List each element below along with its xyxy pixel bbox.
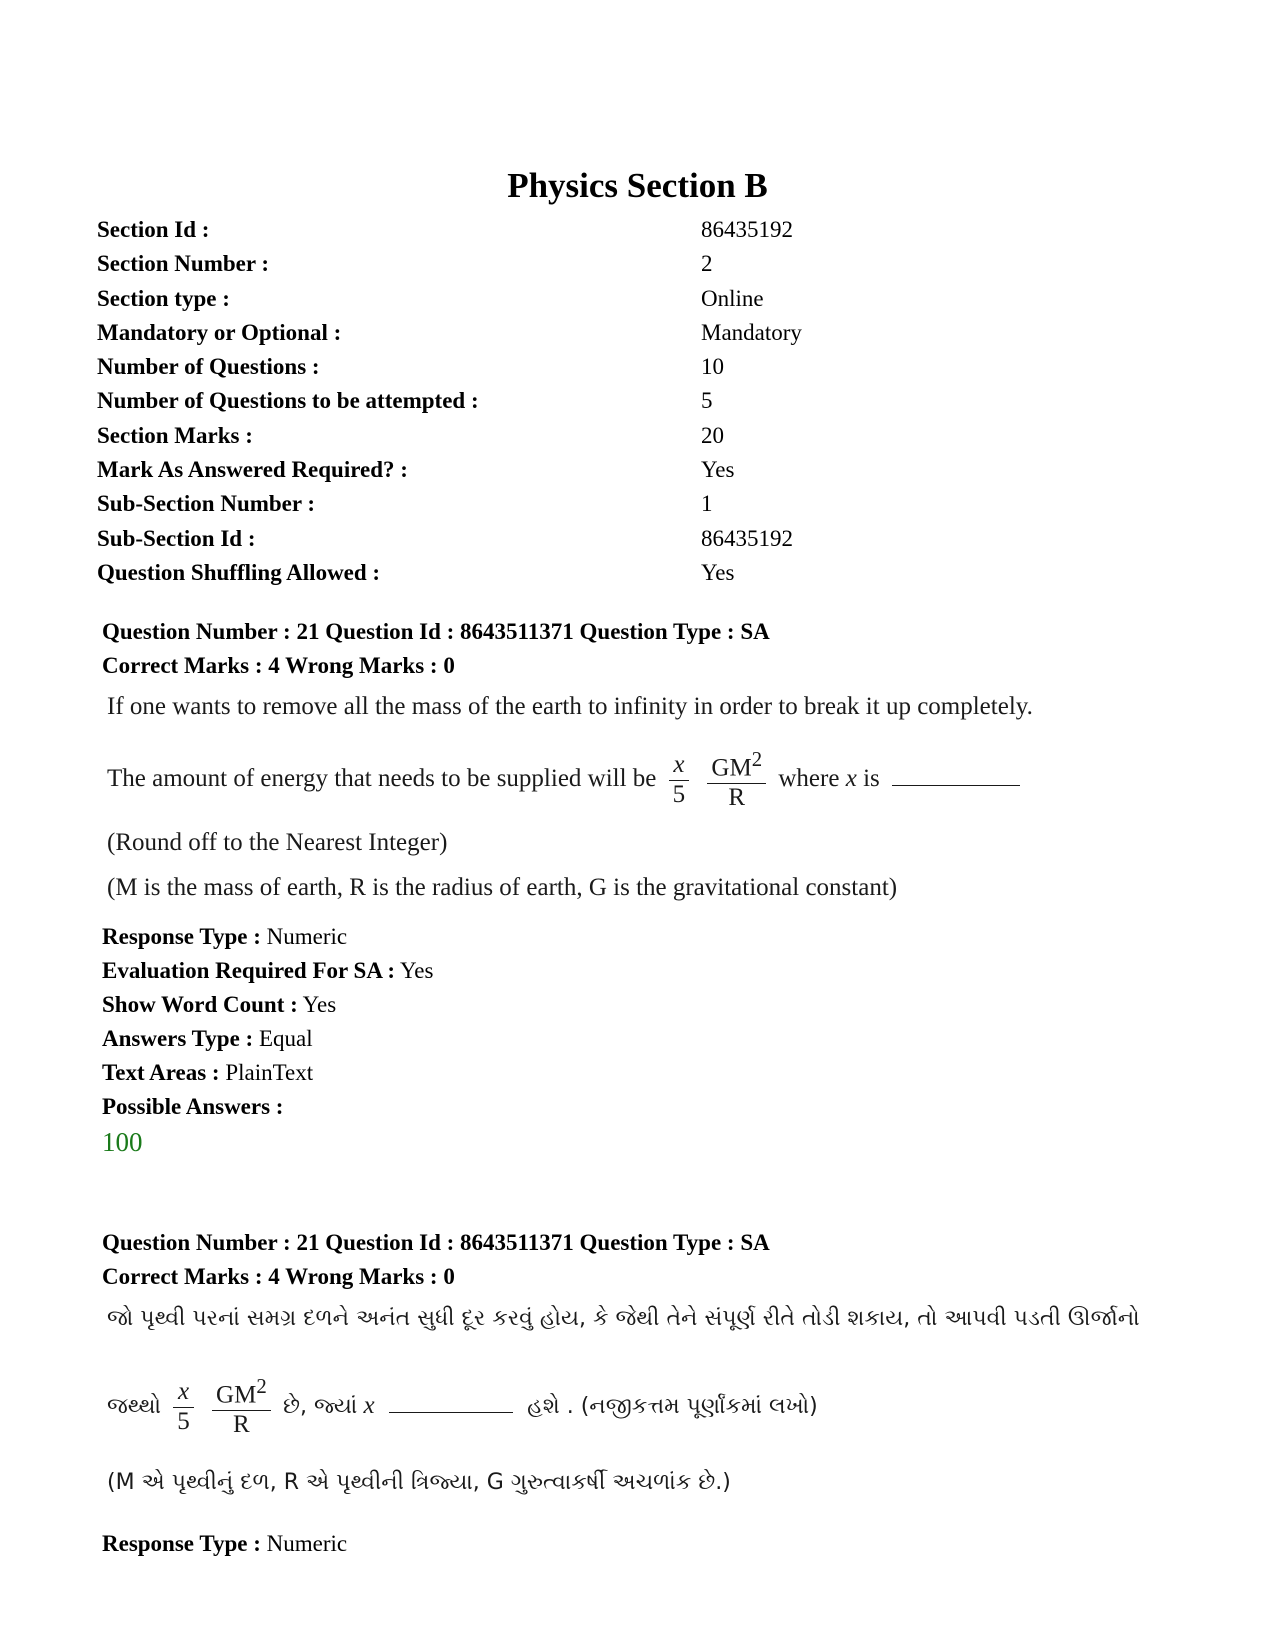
- attribute-key: Answers Type :: [102, 1026, 254, 1051]
- fraction-x-over-5: [173, 1378, 194, 1437]
- fraction-denominator: 5: [173, 1407, 194, 1437]
- meta-row: [97, 282, 1197, 316]
- attribute-row: [102, 1090, 433, 1124]
- meta-value: 20: [701, 422, 724, 448]
- attribute-key: Show Word Count :: [102, 992, 298, 1017]
- question-header: [102, 1226, 770, 1294]
- formula-lead-text: જથ્થો: [107, 1394, 162, 1420]
- attribute-value: Yes: [297, 992, 337, 1017]
- formula-where-text: where: [778, 765, 840, 793]
- response-attributes: [102, 1527, 347, 1561]
- attribute-row: [102, 1056, 433, 1090]
- fraction-denominator: R: [707, 783, 766, 813]
- meta-value: Mandatory: [701, 319, 802, 345]
- attribute-key: Response Type :: [102, 924, 261, 949]
- attribute-value: Yes: [395, 958, 434, 983]
- question-text-line: (M is the mass of earth, R is the radius of earth, G is the gravitational constant): [107, 874, 898, 901]
- page-title: Physics Section B: [507, 166, 768, 205]
- attribute-row: [102, 920, 433, 954]
- formula-is-text: is: [863, 765, 880, 793]
- answer-blank: [892, 763, 1020, 786]
- fraction-x-over-5: [669, 751, 690, 810]
- formula-variable: x: [845, 765, 857, 793]
- question-text-line: (M એ પૃથ્વીનું દળ, R એ પૃથ્વીની ત્રિજ્યા, G ગુરુત્વાકર્ષી અચળાંક છે.): [107, 1470, 731, 1495]
- meta-value: Yes: [701, 457, 735, 483]
- formula-variable: x: [363, 1392, 375, 1420]
- meta-row: [97, 213, 1197, 247]
- exponent: 2: [256, 1374, 267, 1398]
- meta-value: 86435192: [701, 217, 793, 242]
- meta-key: Number of Questions :: [97, 354, 320, 380]
- meta-value: 86435192: [701, 525, 793, 551]
- meta-value: 1: [701, 491, 713, 517]
- meta-key: Sub-Section Id :: [97, 525, 256, 551]
- meta-row: [97, 247, 1197, 281]
- meta-value: Online: [701, 285, 764, 311]
- possible-answer: 100: [102, 1127, 143, 1157]
- fraction-denominator: 5: [669, 780, 690, 810]
- meta-value: 5: [701, 388, 713, 414]
- meta-value: 2: [701, 251, 713, 277]
- meta-key: Mandatory or Optional :: [97, 319, 342, 345]
- meta-key: Section Marks :: [97, 422, 253, 448]
- marks-line: Correct Marks : 4 Wrong Marks : 0: [102, 653, 455, 678]
- attribute-row: [102, 954, 433, 988]
- meta-row: [97, 419, 1197, 453]
- fraction-gm2-over-r: [707, 748, 766, 813]
- gm-text: GM: [216, 1381, 257, 1409]
- formula-mid-text: છે, જ્યાં: [282, 1394, 358, 1420]
- meta-row: [97, 453, 1197, 487]
- exponent: 2: [751, 747, 763, 771]
- question-text-line: જો પૃથ્વી પરનાં સમગ્ર દળને અનંત સુધી દૂર કરવું હોય, કે જેથી તેને સંપૂર્ણ રીતે તોડી શકાય, તો આપવી પડતી ઊર્જાનો: [107, 1306, 1140, 1331]
- answer-blank: [389, 1390, 513, 1413]
- question-header: [102, 615, 770, 683]
- meta-row: [97, 384, 1197, 418]
- gm-text: GM: [711, 754, 752, 782]
- attribute-value: Numeric: [260, 1531, 348, 1556]
- attribute-key: Text Areas :: [102, 1060, 220, 1085]
- attribute-value: Equal: [253, 1026, 313, 1051]
- section-metadata: [97, 213, 1197, 590]
- attribute-key: Possible Answers :: [102, 1094, 284, 1119]
- response-attributes: [102, 920, 433, 1160]
- meta-value: Yes: [701, 559, 735, 585]
- meta-value: 10: [701, 354, 724, 380]
- meta-key: Question Shuffling Allowed :: [97, 559, 381, 585]
- question-id-line: Question Number : 21 Question Id : 8643511371 Question Type : SA: [102, 619, 770, 644]
- attribute-value: Numeric: [260, 924, 348, 949]
- meta-row: [97, 487, 1197, 521]
- meta-key: Section Number :: [97, 251, 270, 277]
- fraction-numerator: x: [177, 1378, 190, 1406]
- formula-lead-text: The amount of energy that needs to be supplied will be: [107, 765, 657, 793]
- attribute-row: [102, 1527, 347, 1561]
- meta-key: Sub-Section Number :: [97, 491, 316, 517]
- meta-row: [97, 316, 1197, 350]
- question-text-line: (Round off to the Nearest Integer): [107, 829, 448, 856]
- question-id-line: Question Number : 21 Question Id : 8643511371 Question Type : SA: [102, 1230, 770, 1255]
- meta-key: Number of Questions to be attempted :: [97, 388, 479, 414]
- attribute-row: [102, 1022, 433, 1056]
- attribute-key: Response Type :: [102, 1531, 261, 1556]
- meta-key: Section type :: [97, 285, 230, 311]
- attribute-key: Evaluation Required For SA :: [102, 958, 396, 983]
- question-formula-line: [107, 1375, 818, 1440]
- question-formula-line: [107, 748, 1020, 813]
- fraction-gm2-over-r: [212, 1375, 271, 1440]
- meta-row: [97, 350, 1197, 384]
- fraction-numerator: [212, 1375, 271, 1410]
- attribute-value: PlainText: [219, 1060, 314, 1085]
- question-text-line: If one wants to remove all the mass of the earth to infinity in order to break it up completely.: [107, 693, 1033, 720]
- fraction-numerator: [707, 748, 766, 783]
- fraction-numerator: x: [673, 751, 685, 779]
- meta-key: Section Id :: [97, 217, 210, 242]
- attribute-row: [102, 988, 433, 1022]
- meta-row: [97, 556, 1197, 590]
- fraction-denominator: R: [212, 1410, 271, 1440]
- marks-line: Correct Marks : 4 Wrong Marks : 0: [102, 1264, 455, 1289]
- meta-key: Mark As Answered Required? :: [97, 457, 408, 483]
- formula-tail-text: હશે . (નજીકત્તમ પૂર્ણાંકમાં લખો): [527, 1394, 818, 1420]
- meta-row: [97, 522, 1197, 556]
